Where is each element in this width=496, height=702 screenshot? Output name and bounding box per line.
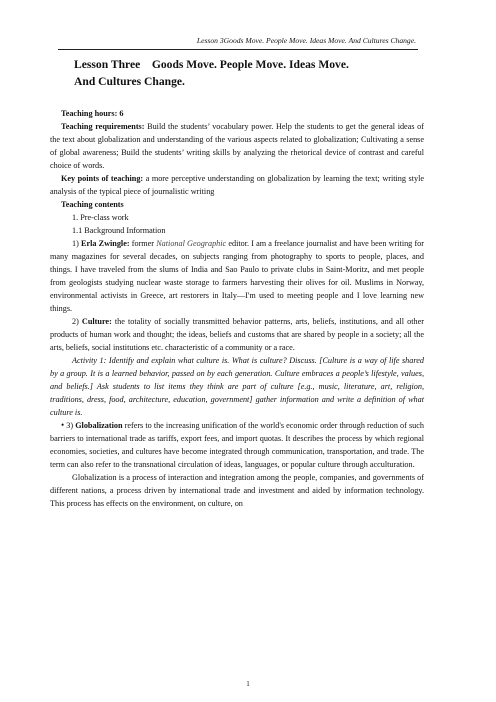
key-points-label: Key points of teaching: (61, 174, 144, 183)
erla-name: Erla Zwingle: (81, 239, 130, 248)
erla-number: 1) (72, 239, 81, 248)
globalization-definition: refers to the increasing unification of the world's economic order through reduction of such barriers to international trade as tariffs, export fees, and import quotas. It describes the process by which regional economies, societies, and cultures have become integrated through communication, transportation, and trade. The term can also refer to the transnational circulation of ideas, languages, or popular culture through acculturation. (50, 421, 424, 469)
culture-term: Culture: (81, 317, 112, 326)
activity-text: : Identify and explain what culture is. What is culture? Discuss. [Culture is a way of life shared by a group. It is a learned behavior, passed on by each generation. Culture embraces a people’s lifestyle, values, and beliefs.] Ask students to list items they think are part of culture [e.g., music, literature, art, religion, traditions, dress, food, architecture, education, government] gather information and write a definition of what culture is. (50, 356, 424, 417)
lesson-title (74, 56, 349, 90)
magazine-name: National Geographic (156, 239, 227, 248)
teaching-hours: Teaching hours: 6 (61, 109, 124, 118)
culture-paragraph (50, 315, 424, 354)
teaching-requirements (50, 120, 424, 172)
erla-text: editor. I am a freelance journalist and have been writing for many magazines for several decades, on subjects ranging from photography to sports to people, places, and things. I have traveled from the slums of India and Sao Paulo to private clubs in Saint-Moritz, and met people from geologists studying nuclear waste storage to farmers harvesting their olives for oil. Muslims in Norway, environmental activists in Greece, art restorers in Italy—I'm used to meeting people and I love learning new things. (50, 239, 424, 313)
requirements-text: Build the students’ vocabulary power. Help the students to get the general ideas of the text about globalization and understanding of the various aspects related to globalization; Cultivating a sense of global awareness; Build the students’ writing skills by analyzing the rhetorical device of contrast and careful choice of words. (50, 122, 424, 170)
erla-pre: former (129, 239, 157, 248)
header-rule (58, 49, 418, 50)
background-info-heading: 1.1 Background Information (72, 226, 166, 235)
activity-label: Activity 1 (72, 356, 104, 365)
running-header: Lesson 3Goods Move. People Move. Ideas Move. And Cultures Change. (196, 36, 416, 45)
lesson-title-line2: And Cultures Change. (74, 75, 185, 88)
requirements-label: Teaching requirements: (61, 122, 145, 131)
document-body (50, 107, 424, 510)
activity-1 (50, 354, 424, 419)
globalization-term: Globalization (75, 421, 123, 430)
culture-number: 2) (72, 317, 82, 326)
pre-class-work-heading: 1. Pre-class work (72, 213, 129, 222)
bullet-icon: • (61, 420, 65, 430)
key-points (50, 172, 424, 198)
culture-definition: the totality of socially transmitted behavior patterns, arts, beliefs, institutions, and all other products of human work and thought; the ideas, beliefs and customs that are shared by people in a society; all the arts, beliefs, social institutions etc. characteristic of a community or a race. (50, 317, 424, 352)
page-number: 1 (246, 680, 250, 688)
erla-zwingle-paragraph (50, 237, 424, 315)
key-points-text: a more perceptive understanding on globalization by learning the text; writing style analysis of the typical piece of journalistic writing (50, 174, 424, 196)
lesson-title-line1: Lesson Three Goods Move. People Move. Ideas Move. (74, 58, 349, 71)
globalization-number: 3) (64, 421, 76, 430)
teaching-contents-heading: Teaching contents (61, 200, 124, 209)
globalization-paragraph (50, 419, 424, 471)
globalization-paragraph-2: Globalization is a process of interaction and integration among the people, companies, and governments of different nations, a process driven by international trade and investment and aided by information technology. This process has effects on the environment, on culture, on (50, 473, 424, 508)
